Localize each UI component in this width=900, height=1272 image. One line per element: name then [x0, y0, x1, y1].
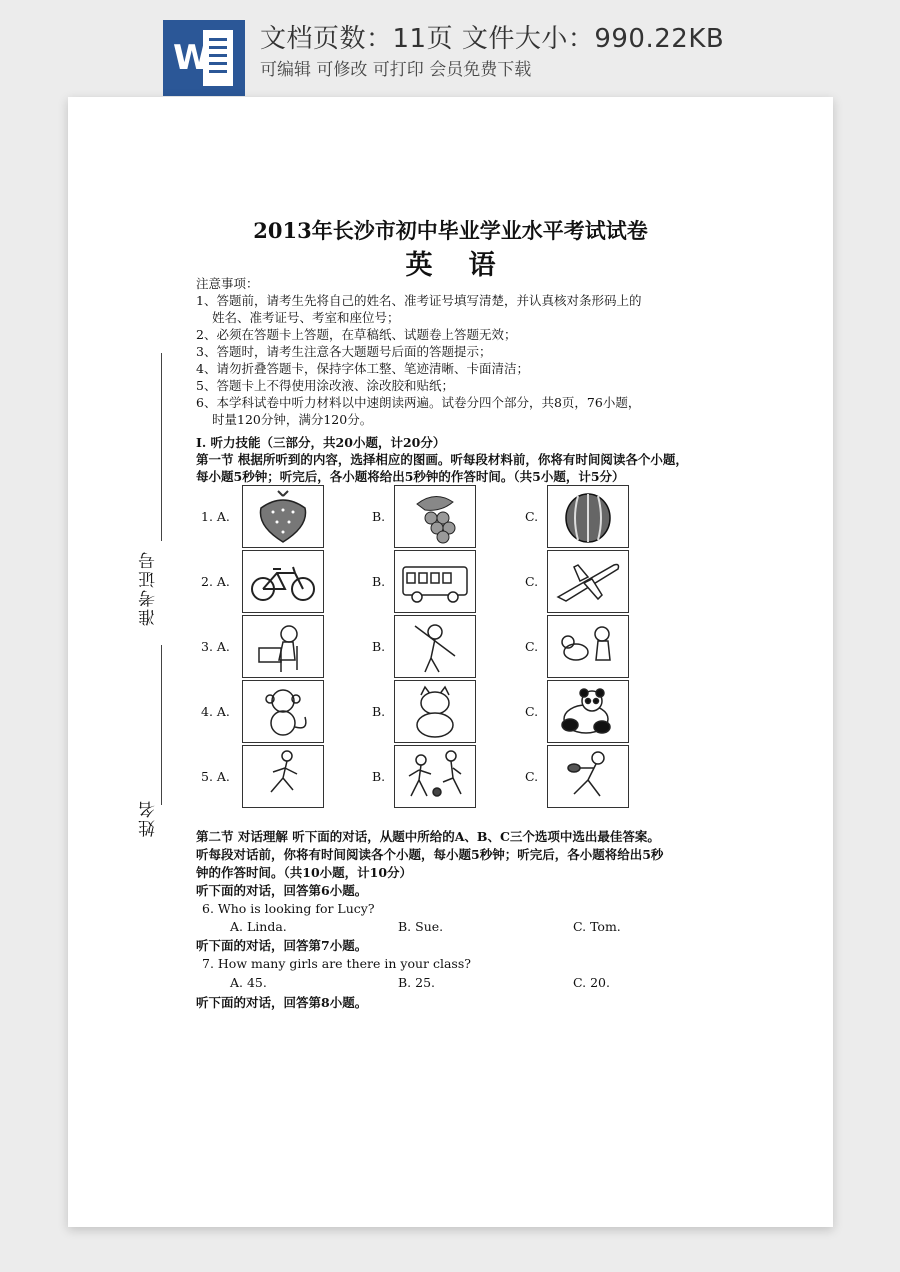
picture-option-label: B. — [372, 769, 386, 784]
dialog-intro-q8: 听下面的对话，回答第8小题。 — [196, 995, 368, 1010]
bicycle-icon — [242, 550, 324, 613]
exam-subject: 英语 — [405, 250, 532, 281]
notice-heading: 注意事项： — [196, 276, 259, 291]
document-features: 可编辑 可修改 可打印 会员免费下载 — [260, 60, 532, 80]
document-info-banner — [0, 0, 900, 100]
section1-line: 每小题5秒钟；听完后，各小题将给出5秒钟的作答时间。（共5小题，计5分） — [196, 469, 625, 484]
monkey-icon — [242, 680, 324, 743]
exam-id-blank-line — [161, 353, 162, 541]
section2-line: 第二节 对话理解 听下面的对话，从题中所给的A、B、C三个选项中选出最佳答案。 — [196, 829, 660, 844]
runner-icon — [242, 745, 324, 808]
question-6-text: 6. Who is looking for Lucy? — [202, 901, 375, 916]
question-7-option-c: C. 20. — [573, 975, 610, 990]
notice-line: 姓名、准考证号、考室和座位号； — [212, 310, 400, 325]
rugby-player-icon — [547, 745, 629, 808]
picture-option-label: C. — [525, 769, 539, 784]
dialog-intro-q6: 听下面的对话，回答第6小题。 — [196, 883, 368, 898]
watermelon-icon — [547, 485, 629, 548]
picture-option-label: C. — [525, 574, 539, 589]
notice-line: 5、答题卡上不得使用涂改液、涂改胶和贴纸； — [196, 378, 454, 393]
cat-icon — [394, 680, 476, 743]
notice-line: 1、答题前，请考生先将自己的姓名、准考证号填写清楚，并认真核对条形码上的 — [196, 293, 642, 308]
grapes-icon — [394, 485, 476, 548]
notice-line: 6、本学科试卷中听力材料以中速朗读两遍。试卷分四个部分，共8页，76小题， — [196, 395, 641, 410]
picture-option-label: 3. A. — [201, 639, 230, 654]
question-7-option-a: A. 45. — [230, 975, 267, 990]
boy-drawing-icon — [242, 615, 324, 678]
word-icon-letter: W — [173, 38, 211, 78]
picture-option-label: B. — [372, 509, 386, 524]
picture-option-label: C. — [525, 639, 539, 654]
section2-line: 钟的作答时间。（共10小题，计10分） — [196, 865, 413, 880]
name-label: 姓名 — [139, 799, 159, 837]
section2-line: 听每段对话前，你将有时间阅读各个小题，每小题5秒钟；听完后，各小题将给出5秒 — [196, 847, 664, 862]
girl-with-dog-icon — [547, 615, 629, 678]
bus-icon — [394, 550, 476, 613]
picture-option-label: C. — [525, 509, 539, 524]
boy-playing-flute-icon — [394, 615, 476, 678]
picture-option-label: 4. A. — [201, 704, 230, 719]
panda-icon — [547, 680, 629, 743]
picture-option-label: 2. A. — [201, 574, 230, 589]
airplane-icon — [547, 550, 629, 613]
notice-line: 时量120分钟，满分120分。 — [212, 412, 373, 427]
question-6-option-a: A. Linda. — [230, 919, 287, 934]
document-stats: 文档页数：11页 文件大小：990.22KB — [260, 24, 725, 54]
notice-line: 3、答题时，请考生注意各大题题号后面的答题提示； — [196, 344, 492, 359]
question-7-option-b: B. 25. — [398, 975, 436, 990]
document-page — [68, 97, 833, 1227]
question-6-option-c: C. Tom. — [573, 919, 621, 934]
notice-block — [196, 275, 641, 428]
soccer-players-icon — [394, 745, 476, 808]
name-blank-line — [161, 645, 162, 805]
picture-option-label: B. — [372, 574, 386, 589]
word-document-icon — [163, 20, 245, 96]
dialog-intro-q7: 听下面的对话，回答第7小题。 — [196, 938, 368, 953]
strawberry-icon — [242, 485, 324, 548]
notice-line: 2、必须在答题卡上答题，在草稿纸、试题卷上答题无效； — [196, 327, 517, 342]
question-6-option-b: B. Sue. — [398, 919, 444, 934]
picture-option-label: C. — [525, 704, 539, 719]
picture-option-label: B. — [372, 639, 386, 654]
part1-heading: I. 听力技能（三部分，共20小题，计20分） — [196, 435, 446, 450]
question-7-text: 7. How many girls are there in your class? — [202, 956, 471, 971]
exam-title: 2013年长沙市初中毕业学业水平考试试卷 — [253, 218, 648, 243]
exam-id-label: 准考证号 — [139, 550, 159, 626]
picture-option-label: B. — [372, 704, 386, 719]
picture-option-label: 1. A. — [201, 509, 230, 524]
section1-line: 第一节 根据所听到的内容，选择相应的图画。听每段材料前，你将有时间阅读各个小题， — [196, 452, 688, 467]
notice-line: 4、请勿折叠答题卡，保持字体工整、笔迹清晰、卡面清洁； — [196, 361, 529, 376]
picture-option-label: 5. A. — [201, 769, 230, 784]
